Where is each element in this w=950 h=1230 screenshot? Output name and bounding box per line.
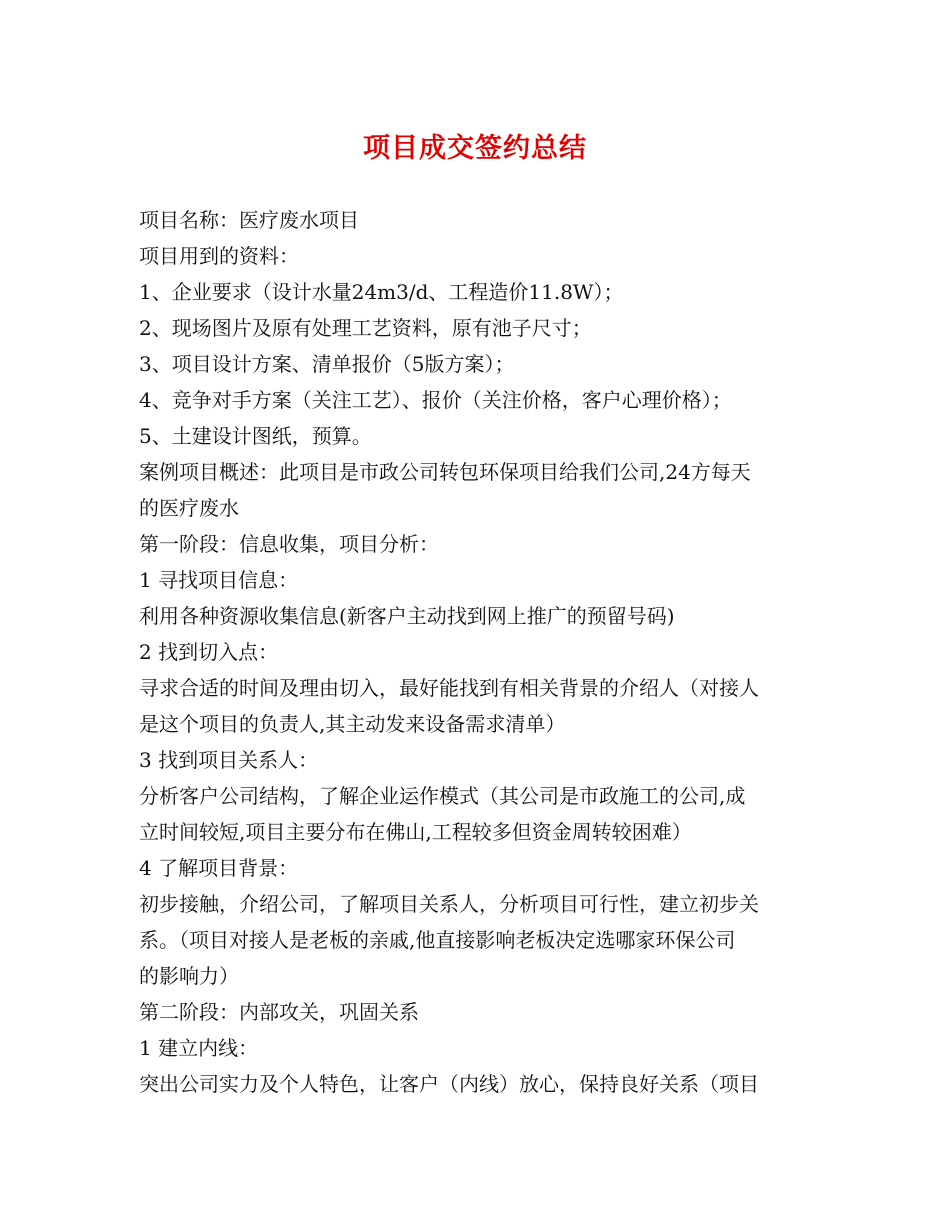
body-line: 第二阶段：内部攻关，巩固关系 [139, 1000, 419, 1024]
body-line: 的影响力） [139, 964, 239, 988]
body-line: 1、企业要求（设计水量24m3/d、工程造价11.8W）； [139, 280, 624, 304]
body-line: 2、现场图片及原有处理工艺资料，原有池子尺寸； [139, 316, 592, 340]
body-line: 系。（项目对接人是老板的亲戚,他直接影响老板决定选哪家环保公司 [139, 928, 736, 952]
body-line: 项目用到的资料： [139, 244, 299, 268]
body-line: 2 找到切入点： [139, 640, 279, 664]
body-line: 是这个项目的负责人,其主动发来设备需求清单） [139, 712, 566, 736]
body-line: 分析客户公司结构，了解企业运作模式（其公司是市政施工的公司,成 [139, 784, 746, 808]
body-line: 3、项目设计方案、清单报价（5版方案）； [139, 352, 515, 376]
body-line: 突出公司实力及个人特色，让客户（内线）放心，保持良好关系（项目 [139, 1072, 759, 1096]
body-line: 4、竞争对手方案（关注工艺）、报价（关注价格，客户心理价格）； [139, 388, 732, 412]
body-line: 案例项目概述：此项目是市政公司转包环保项目给我们公司,24方每天 [139, 460, 751, 484]
body-line: 3 找到项目关系人： [139, 748, 319, 772]
document-body [139, 202, 815, 1102]
body-line: 初步接触，介绍公司，了解项目关系人，分析项目可行性，建立初步关 [139, 892, 759, 916]
body-line: 立时间较短,项目主要分布在佛山,工程较多但资金周转较困难） [139, 820, 692, 844]
page-title: 项目成交签约总结 [363, 133, 587, 164]
body-line: 1 寻找项目信息： [139, 568, 299, 592]
body-line: 1 建立内线： [139, 1036, 259, 1060]
body-line: 寻求合适的时间及理由切入，最好能找到有相关背景的介绍人（对接人 [139, 676, 759, 700]
body-line: 第一阶段：信息收集，项目分析： [139, 532, 439, 556]
body-line: 4 了解项目背景： [139, 856, 299, 880]
body-line: 项目名称：医疗废水项目 [139, 208, 359, 232]
body-line: 的医疗废水 [139, 496, 239, 520]
body-line: 利用各种资源收集信息(新客户主动找到网上推广的预留号码) [139, 604, 675, 628]
body-line: 5、土建设计图纸，预算。 [139, 424, 372, 448]
